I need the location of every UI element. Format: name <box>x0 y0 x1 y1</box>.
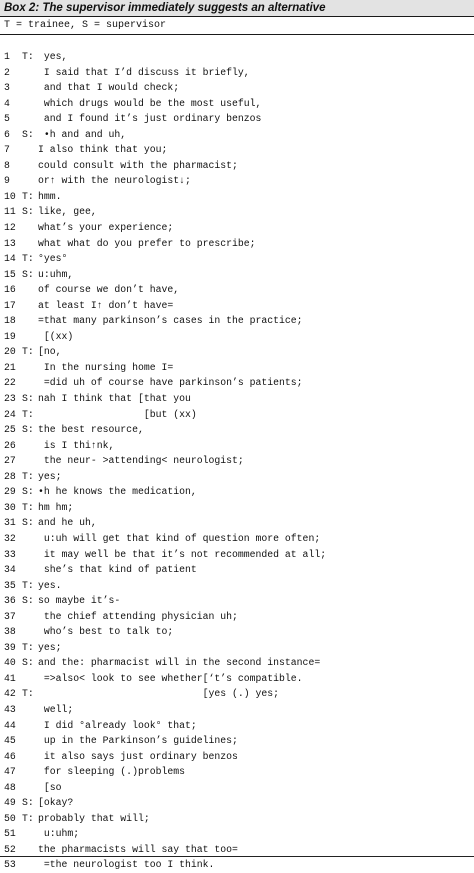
transcript-line <box>0 80 474 96</box>
line-number: 10 <box>4 190 16 202</box>
transcript-line <box>0 438 474 454</box>
speaker-label: T: <box>22 346 34 358</box>
line-number: 29 <box>4 486 16 498</box>
line-number: 8 <box>4 159 10 171</box>
transcript-line <box>0 842 474 858</box>
speaker-legend: T = trainee, S = supervisor <box>4 20 167 31</box>
speaker-label: S: <box>22 393 34 405</box>
line-number: 45 <box>4 735 16 747</box>
transcript-line <box>0 671 474 687</box>
line-number: 1 <box>4 51 10 62</box>
speaker-label: S: <box>22 657 34 669</box>
utterance-text: [but (xx) <box>38 408 197 420</box>
line-number: 9 <box>4 175 10 187</box>
utterance-text: is I thi↑nk, <box>38 439 115 451</box>
transcript-line <box>0 624 474 640</box>
utterance-text: [yes (.) yes; <box>38 688 280 700</box>
utterance-text: the neur- >attending< neurologist; <box>38 455 244 467</box>
line-number: 14 <box>4 253 16 265</box>
line-number: 3 <box>4 82 10 94</box>
transcript-line <box>0 562 474 578</box>
transcript-line <box>0 344 474 360</box>
transcript-line <box>0 375 474 391</box>
line-number: 27 <box>4 455 16 467</box>
transcript-line <box>0 780 474 796</box>
utterance-text: who’s best to talk to; <box>38 626 174 638</box>
transcript-line <box>0 329 474 345</box>
utterance-text: the best resource, <box>38 424 144 436</box>
line-number: 41 <box>4 672 16 684</box>
speaker-label: T: <box>22 688 34 700</box>
utterance-text: she’s that kind of patient <box>38 564 197 576</box>
speaker-label: T: <box>22 641 34 653</box>
transcript-line <box>0 547 474 563</box>
transcript-line <box>0 282 474 298</box>
transcript-line <box>0 593 474 609</box>
line-number: 46 <box>4 750 16 762</box>
line-number: 32 <box>4 532 16 544</box>
speaker-label: S: <box>22 268 34 280</box>
utterance-text: at least I↑ don’t have= <box>38 299 174 311</box>
transcript-line <box>0 158 474 174</box>
utterance-text: of course we don’t have, <box>38 284 180 296</box>
line-number: 47 <box>4 766 16 778</box>
speaker-label: T: <box>22 190 34 202</box>
utterance-text: so maybe it’s- <box>38 595 121 607</box>
speaker-label: T: <box>22 812 34 824</box>
transcript-line <box>0 702 474 718</box>
utterance-text: yes; <box>38 470 62 482</box>
legend-divider <box>0 34 474 35</box>
transcript-line <box>0 189 474 205</box>
utterance-text: or↑ with the neurologist↓; <box>38 175 191 187</box>
speaker-label: S: <box>22 595 34 607</box>
speaker-label: S: <box>22 486 34 498</box>
transcript-line <box>0 142 474 158</box>
transcript-line <box>0 857 474 873</box>
transcript-line <box>0 718 474 734</box>
utterance-text: I did °already look° that; <box>38 719 197 731</box>
transcript-line <box>0 764 474 780</box>
line-number: 51 <box>4 828 16 840</box>
line-number: 48 <box>4 781 16 793</box>
line-number: 50 <box>4 812 16 824</box>
transcript-line <box>0 298 474 314</box>
utterance-text: u:uhm, <box>38 268 74 280</box>
line-number: 2 <box>4 66 10 78</box>
line-number: 18 <box>4 315 16 327</box>
line-number: 53 <box>4 859 16 871</box>
utterance-text: the chief attending physician uh; <box>38 610 238 622</box>
box-title: Box 2: The supervisor immediately suggests an alternative <box>4 2 326 14</box>
utterance-text: it may well be that it’s not recommended at all; <box>38 548 327 560</box>
utterance-text: I also think that you; <box>38 144 168 156</box>
utterance-text: I said that I’d discuss it briefly, <box>38 66 250 78</box>
transcript-line <box>0 407 474 423</box>
transcript-line <box>0 453 474 469</box>
line-number: 13 <box>4 237 16 249</box>
utterance-text: [(xx) <box>38 330 74 342</box>
line-number: 24 <box>4 408 16 420</box>
speaker-label: S: <box>22 517 34 529</box>
line-number: 19 <box>4 330 16 342</box>
transcript-line <box>0 811 474 827</box>
utterance-text: =that many parkinson’s cases in the practice; <box>38 315 303 327</box>
transcript-line <box>0 531 474 547</box>
utterance-text: and that I would check; <box>38 82 180 94</box>
utterance-text: •h he knows the medication, <box>38 486 197 498</box>
utterance-text: yes; <box>38 641 62 653</box>
speaker-label: S: <box>22 206 34 218</box>
utterance-text: =did uh of course have parkinson’s patients; <box>38 377 303 389</box>
utterance-text: probably that will; <box>38 812 150 824</box>
utterance-text: and the: pharmacist will in the second instance= <box>38 657 321 669</box>
transcript-line <box>0 749 474 765</box>
line-number: 12 <box>4 222 16 234</box>
line-number: 33 <box>4 548 16 560</box>
utterance-text: =>also< look to see whether[‘t’s compatible. <box>38 672 303 684</box>
utterance-text: like, gee, <box>38 206 97 218</box>
line-number: 49 <box>4 797 16 809</box>
transcript-line <box>0 360 474 376</box>
line-number: 52 <box>4 843 16 855</box>
utterance-text: hmm. <box>38 190 62 202</box>
line-number: 23 <box>4 393 16 405</box>
transcript-line <box>0 484 474 500</box>
transcript-line <box>0 609 474 625</box>
utterance-text: and he uh, <box>38 517 97 529</box>
transcript-line <box>0 422 474 438</box>
utterance-text: it also says just ordinary benzos <box>38 750 238 762</box>
line-number: 43 <box>4 703 16 715</box>
transcript-line <box>0 173 474 189</box>
utterance-text: yes, <box>38 51 68 62</box>
transcript-line <box>0 96 474 112</box>
line-number: 42 <box>4 688 16 700</box>
line-number: 36 <box>4 595 16 607</box>
utterance-text: •h and and uh, <box>38 128 127 140</box>
transcript-line <box>0 686 474 702</box>
transcript-line <box>0 655 474 671</box>
line-number: 31 <box>4 517 16 529</box>
utterance-text: u:uh will get that kind of question more often; <box>38 532 321 544</box>
line-number: 17 <box>4 299 16 311</box>
transcript-line <box>0 826 474 842</box>
line-number: 4 <box>4 97 10 109</box>
transcript-line <box>0 220 474 236</box>
line-number: 34 <box>4 564 16 576</box>
utterance-text: u:uhm; <box>38 828 80 840</box>
speaker-label: T: <box>22 51 34 62</box>
speaker-label: T: <box>22 408 34 420</box>
transcript-line <box>0 469 474 485</box>
utterance-text: [okay? <box>38 797 74 809</box>
line-number: 21 <box>4 361 16 373</box>
speaker-label: S: <box>22 797 34 809</box>
line-number: 6 <box>4 128 10 140</box>
transcript-line <box>0 578 474 594</box>
line-number: 16 <box>4 284 16 296</box>
transcript-line <box>0 515 474 531</box>
speaker-label: S: <box>22 128 34 140</box>
transcript-line <box>0 111 474 127</box>
line-number: 28 <box>4 470 16 482</box>
line-number: 15 <box>4 268 16 280</box>
utterance-text: nah I think that [that you <box>38 393 191 405</box>
transcript-line <box>0 640 474 656</box>
line-number: 35 <box>4 579 16 591</box>
transcript-lines <box>0 49 474 873</box>
speaker-label: T: <box>22 253 34 265</box>
utterance-text: up in the Parkinson’s guidelines; <box>38 735 238 747</box>
line-number: 20 <box>4 346 16 358</box>
utterance-text: [no, <box>38 346 62 358</box>
utterance-text: hm hm; <box>38 501 74 513</box>
utterance-text: what what do you prefer to prescribe; <box>38 237 256 249</box>
speaker-label: T: <box>22 579 34 591</box>
line-number: 44 <box>4 719 16 731</box>
utterance-text: =the neurologist too I think. <box>38 859 215 871</box>
utterance-text: In the nursing home I= <box>38 361 174 373</box>
line-number: 40 <box>4 657 16 669</box>
transcript-line <box>0 391 474 407</box>
line-number: 11 <box>4 206 16 218</box>
utterance-text: the pharmacists will say that too= <box>38 843 238 855</box>
box-title-bar <box>0 0 474 17</box>
utterance-text: yes. <box>38 579 62 591</box>
transcript-line <box>0 251 474 267</box>
utterance-text: [so <box>38 781 62 793</box>
utterance-text: what’s your experience; <box>38 222 174 234</box>
line-number: 25 <box>4 424 16 436</box>
transcript-line <box>0 204 474 220</box>
transcript-line <box>0 65 474 81</box>
line-number: 37 <box>4 610 16 622</box>
transcript-line <box>0 733 474 749</box>
transcript-line <box>0 313 474 329</box>
line-number: 38 <box>4 626 16 638</box>
utterance-text: for sleeping (.)problems <box>38 766 185 778</box>
line-number: 5 <box>4 113 10 125</box>
speaker-label: T: <box>22 501 34 513</box>
line-number: 30 <box>4 501 16 513</box>
line-number: 22 <box>4 377 16 389</box>
utterance-text: well; <box>38 703 74 715</box>
utterance-text: could consult with the pharmacist; <box>38 159 238 171</box>
transcript-line <box>0 500 474 516</box>
line-number: 7 <box>4 144 10 156</box>
line-number: 26 <box>4 439 16 451</box>
transcript-line <box>0 236 474 252</box>
speaker-label: T: <box>22 470 34 482</box>
line-number: 39 <box>4 641 16 653</box>
transcript-line <box>0 795 474 811</box>
transcript-line <box>0 49 474 65</box>
utterance-text: °yes° <box>38 253 68 265</box>
speaker-label: S: <box>22 424 34 436</box>
transcript-line <box>0 127 474 143</box>
utterance-text: and I found it’s just ordinary benzos <box>38 113 262 125</box>
utterance-text: which drugs would be the most useful, <box>38 97 262 109</box>
transcript-line <box>0 267 474 283</box>
